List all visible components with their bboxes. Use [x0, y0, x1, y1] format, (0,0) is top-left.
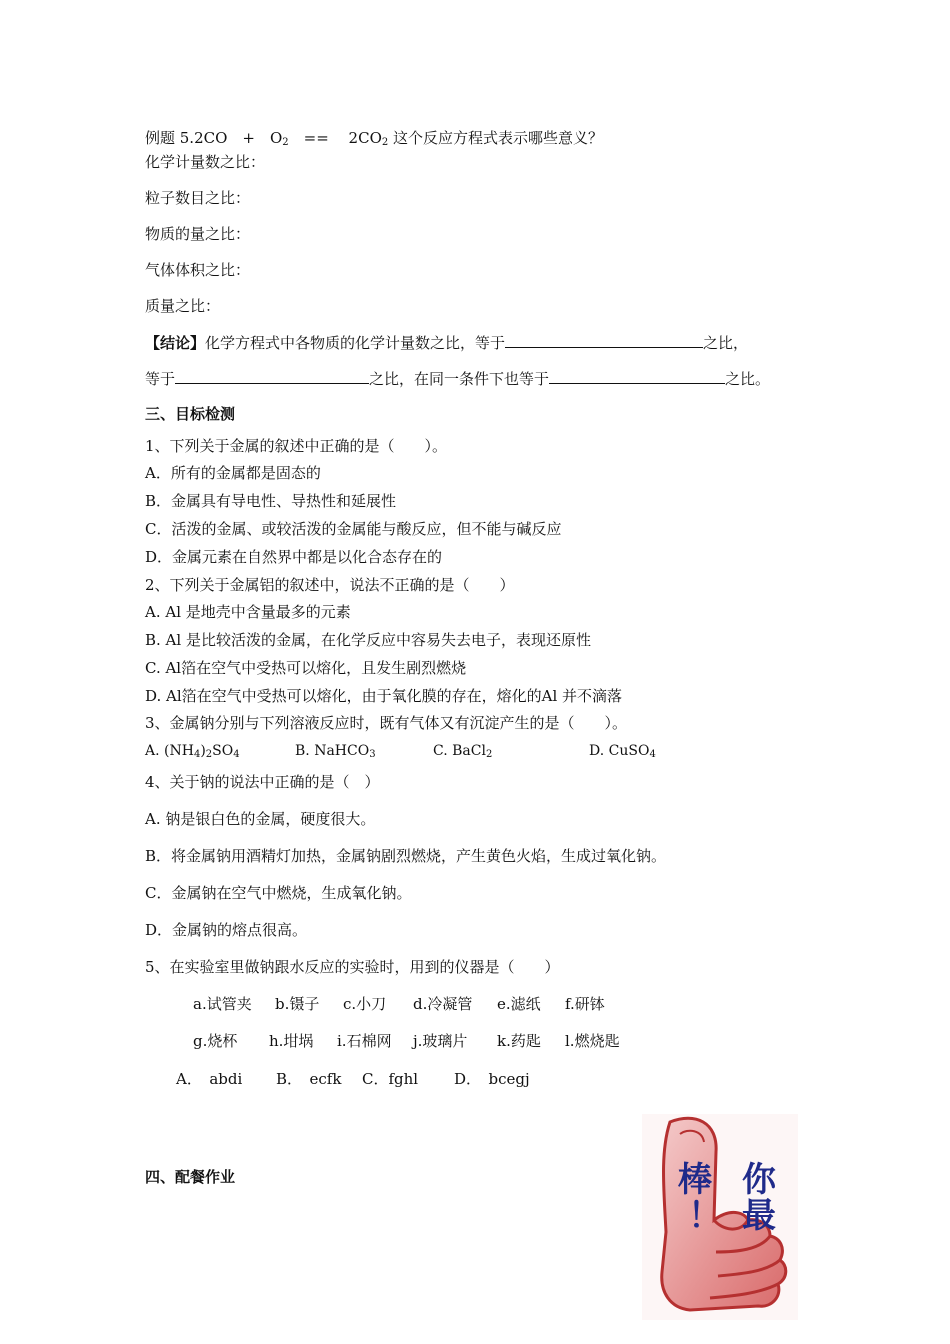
- ratio-gas-volume: 气体体积之比：: [145, 261, 251, 279]
- q4-option-b: B．将金属钠用酒精灯加热，金属钠剧烈燃烧，产生黄色火焰，生成过氧化钠。: [145, 847, 667, 865]
- section-heading-3: 三、目标检测: [145, 405, 236, 423]
- q4-option-a: A. 钠是银白色的金属，硬度很大。: [145, 810, 376, 828]
- q5-instruments-row2: [193, 1031, 620, 1051]
- q3-option-b: [295, 741, 433, 761]
- instrument-item: b.镊子: [275, 995, 320, 1013]
- q2-stem: 2、下列关于金属铝的叙述中，说法不正确的是（ ）: [145, 576, 515, 594]
- q1-option-c: C．活泼的金属、或较活泼的金属能与酸反应，但不能与碱反应: [145, 520, 562, 538]
- instrument-item: h.坩埚: [269, 1032, 314, 1050]
- q5-stem: 5、在实验室里做钠跟水反应的实验时，用到的仪器是（ ）: [145, 958, 560, 976]
- subscript: 4: [193, 749, 201, 760]
- ratio-particles: 粒子数目之比：: [145, 189, 251, 207]
- ratio-mass: 质量之比：: [145, 297, 221, 315]
- instrument-item: k.药匙: [497, 1032, 541, 1050]
- subscript: 3: [369, 749, 376, 760]
- o2-subscript: 2: [282, 137, 289, 148]
- co2-subscript: 2: [381, 137, 389, 148]
- section-heading-4: 四、配餐作业: [145, 1168, 236, 1186]
- q4-option-d: D．金属钠的熔点很高。: [145, 921, 308, 939]
- example-eq: == 2CO: [288, 129, 382, 147]
- conclusion-text: 之比，在同一条件下也等于: [369, 370, 550, 388]
- conclusion-line-2: [145, 368, 770, 389]
- conclusion-tag: 【结论】: [145, 334, 206, 352]
- answer-blank[interactable]: [175, 368, 369, 384]
- q3-options: [145, 741, 656, 761]
- q5-option-c: C．fghl: [362, 1070, 419, 1088]
- q3-option-a-text: A. (NH: [145, 743, 194, 759]
- q3-option-c-text: C. BaCl: [433, 743, 486, 759]
- conclusion-text: 化学方程式中各物质的化学计量数之比，等于: [205, 334, 506, 352]
- thumbs-up-sticker: [640, 1112, 800, 1322]
- q3-option-a-text: ): [200, 743, 206, 759]
- sticker-char-zui: 最: [742, 1196, 776, 1236]
- instrument-item: g.烧杯: [193, 1032, 238, 1050]
- q3-option-b-text: B. NaHCO: [295, 743, 370, 759]
- q1-option-b: B．金属具有导电性、导热性和延展性: [145, 492, 397, 510]
- sticker-char-ni: 你: [742, 1160, 776, 1200]
- subscript: 4: [233, 749, 240, 760]
- example-equation: [145, 128, 603, 148]
- q3-option-c: [433, 741, 589, 761]
- instrument-item: l.燃烧匙: [565, 1032, 620, 1050]
- answer-blank[interactable]: [505, 332, 703, 348]
- example-text: 例题 5.2CO + O: [145, 129, 283, 147]
- conclusion-text: 之比，: [703, 334, 749, 352]
- q2-option-c: C. Al箔在空气中受热可以熔化，且发生剧烈燃烧: [145, 659, 467, 677]
- answer-blank[interactable]: [549, 368, 725, 384]
- q5-instruments-row1: [193, 994, 605, 1014]
- q2-option-d: D. Al箔在空气中受热可以熔化，由于氧化膜的存在，熔化的Al 并不滴落: [145, 687, 623, 705]
- example-question: 这个反应方程式表示哪些意义？: [388, 129, 604, 147]
- q5-option-d: D． bcegj: [454, 1070, 530, 1088]
- q2-option-b: B. Al 是比较活泼的金属，在化学反应中容易失去电子，表现还原性: [145, 631, 591, 649]
- q3-option-a-text: SO: [212, 743, 234, 759]
- instrument-item: f.研钵: [565, 995, 605, 1013]
- q4-option-c: C．金属钠在空气中燃烧，生成氧化钠。: [145, 884, 412, 902]
- q3-option-d-text: D. CuSO: [589, 743, 650, 759]
- q1-option-d: D．金属元素在自然界中都是以化合态存在的: [145, 548, 443, 566]
- conclusion-text: 等于: [145, 370, 176, 388]
- q5-option-b: B． ecfk: [276, 1070, 342, 1088]
- subscript: 2: [485, 749, 493, 760]
- instrument-item: i.石棉网: [337, 1032, 392, 1050]
- sticker-char-bang: 棒: [678, 1160, 712, 1200]
- q5-option-a: A． abdi: [176, 1070, 243, 1088]
- q3-option-d: [589, 741, 656, 761]
- q4-stem: 4、关于钠的说法中正确的是（ ）: [145, 773, 380, 791]
- ratio-coefficient: 化学计量数之比：: [145, 153, 266, 171]
- q1-stem: 1、下列关于金属的叙述中正确的是（ ）。: [145, 437, 448, 455]
- sticker-exclamation: ！: [688, 1196, 722, 1236]
- ratio-moles: 物质的量之比：: [145, 225, 251, 243]
- q3-option-a: [145, 741, 295, 761]
- instrument-item: d.冷凝管: [413, 995, 473, 1013]
- instrument-item: c.小刀: [343, 995, 387, 1013]
- q2-option-a: A. Al 是地壳中含量最多的元素: [145, 603, 351, 621]
- instrument-item: a.试管夹: [193, 995, 252, 1013]
- subscript: 2: [205, 749, 213, 760]
- q1-option-a: A．所有的金属都是固态的: [145, 464, 321, 482]
- conclusion-text: 之比。: [725, 370, 771, 388]
- q3-stem: 3、金属钠分别与下列溶液反应时，既有气体又有沉淀产生的是（ ）。: [145, 714, 628, 732]
- conclusion-line-1: [145, 332, 748, 353]
- instrument-item: j.玻璃片: [413, 1032, 468, 1050]
- instrument-item: e.滤纸: [497, 995, 541, 1013]
- subscript: 4: [649, 749, 656, 760]
- q5-answers: [176, 1069, 530, 1089]
